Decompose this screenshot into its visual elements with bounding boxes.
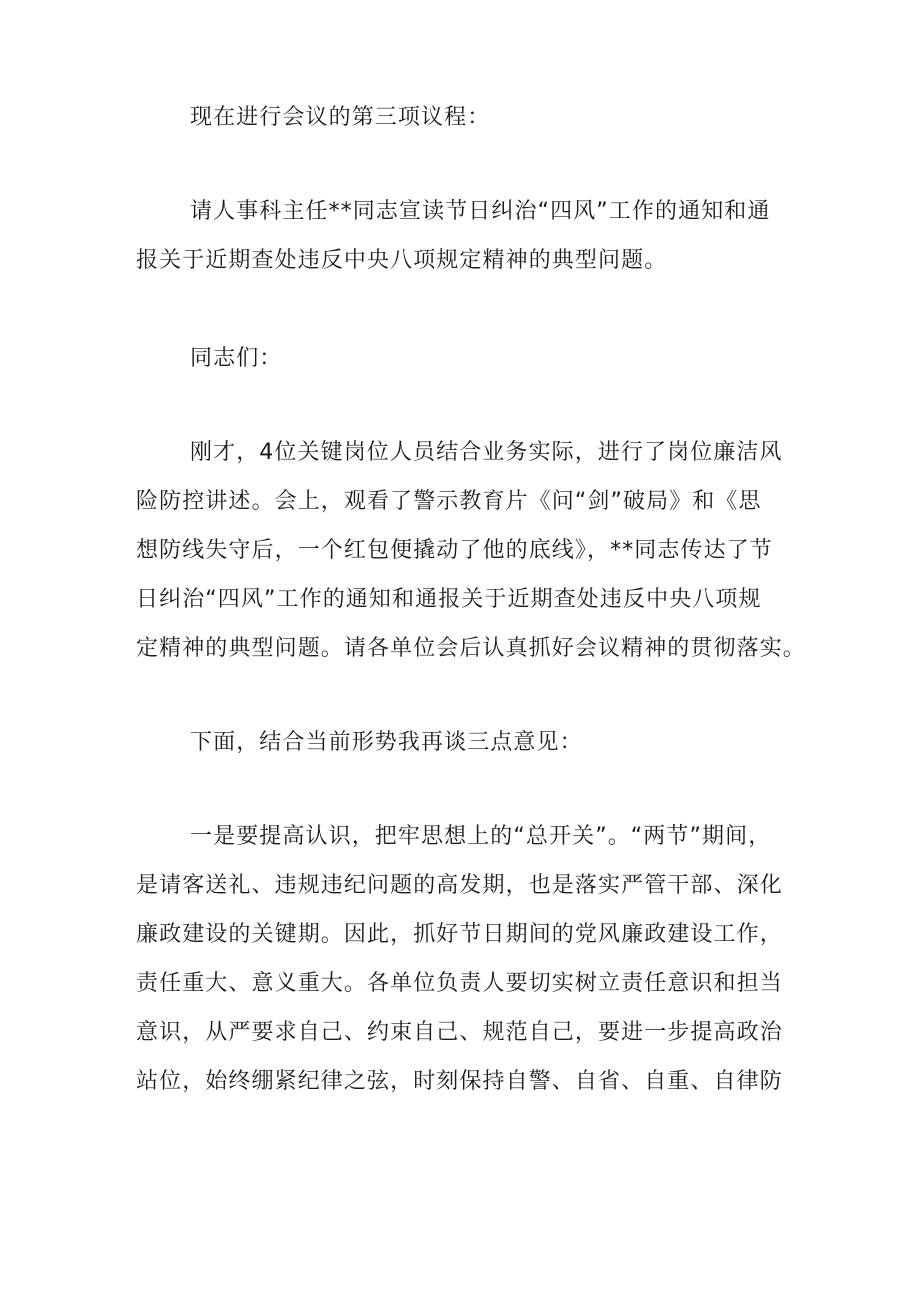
paragraph-line: 现在进行会议的第三项议程： (190, 105, 491, 130)
paragraph-line: 报关于近期查处违反中央八项规定精神的典型问题。 (136, 248, 668, 273)
paragraph-line: 站位，始终绷紧纪律之弦，时刻保持自警、自省、自重、自律防 (136, 1069, 783, 1094)
paragraph-line: 责任重大、意义重大。各单位负责人要切实树立责任意识和担当 (136, 971, 783, 996)
paragraph-line: 意识，从严要求自己、约束自己、规范自己，要进一步提高政治 (136, 1020, 783, 1045)
paragraph-line: 请人事科主任**同志宣读节日纠治“四风”工作的通知和通 (190, 199, 771, 224)
paragraph-line: 是请客送礼、违规违纪问题的高发期，也是落实严管干部、深化 (136, 873, 783, 898)
paragraph-line: 一是要提高认识，把牢思想上的“总开关”。“两节”期间， (190, 824, 772, 849)
paragraph-line: 想防线失守后，一个红包便撬动了他的底线》，**同志传达了节 (136, 538, 773, 563)
paragraph-line: 刚才，4位关键岗位人员结合业务实际，进行了岗位廉洁风 (190, 440, 783, 465)
paragraph-line: 廉政建设的关键期。因此，抓好节日期间的党风廉政建设工作， (136, 922, 783, 947)
paragraph-line: 日纠治“四风”工作的通知和通报关于近期查处违反中央八项规 (136, 587, 762, 612)
paragraph-line: 定精神的典型问题。请各单位会后认真抓好会议精神的贯彻落实。 (136, 636, 806, 661)
paragraph-line: 险防控讲述。会上，观看了警示教育片《问“剑”破局》和《思 (136, 489, 762, 514)
paragraph-line: 下面，结合当前形势我再谈三点意见： (190, 730, 583, 755)
paragraph-line: 同志们： (190, 346, 283, 371)
